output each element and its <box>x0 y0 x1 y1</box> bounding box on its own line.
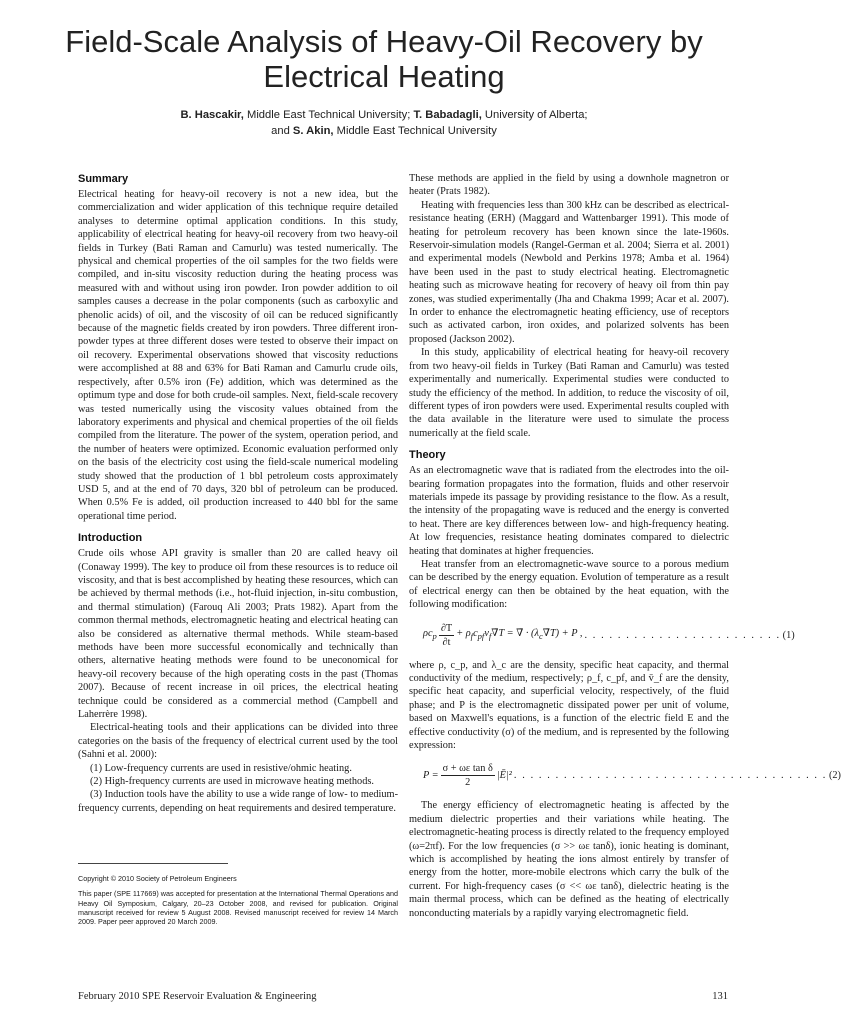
theory-paragraph: As an electromagnetic wave that is radiated from the electrodes into the oil-bearing formation propagates into the formation, fluids and other reservoir materials impede its passage by providing resistance to the flow. As a result, the intensity of the propagating wave is reduced and the energy is converted to heat. There are key differences between low- and high-frequency heating. At low frequencies, resistance heating dominates compared to dielectric heating that dominates at higher frequencies. <box>409 465 729 557</box>
author-affiliation: Middle East Technical University; <box>243 109 414 121</box>
author-name: B. Hascakir, <box>180 109 244 121</box>
footnotes <box>78 874 398 926</box>
left-column <box>78 172 398 926</box>
author-list <box>60 107 708 139</box>
publication-note: This paper (SPE 117669) was accepted for presentation at the International Thermal Operations and Heavy Oil Symposium, Calgary, 20–23 October 2008, and revised for publication. Original manuscript received for review 5 August 2008. Revised manuscript received for review 14 March 2009. Paper peer approved 20 March 2009. <box>78 889 398 927</box>
copyright-note: Copyright © 2010 Society of Petroleum Engineers <box>78 874 237 884</box>
author-conjunction: and <box>271 125 293 137</box>
body-paragraph: These methods are applied in the field by using a downhole magnetron or heater (Prats 1982). <box>409 173 729 198</box>
theory-paragraph: where ρ, c_p, and λ_c are the density, specific heat capacity, and thermal conductivity of the medium, respectively; ρ_f, c_pf, and v̄_f are the density, specific heat capacity, and superficial velocity, respectively, of the fluid phase; and P is the electromagnetic dissipated power per unit of volume, based on Maxwell's equations, is a function of the electric field E and the effective conductivity (σ) of the medium, and is represented by the following expression: <box>409 659 729 752</box>
right-column <box>409 172 841 920</box>
intro-list-item: (3) Induction tools have the ability to use a wide range of low- to medium-frequency currents, depending on heat requirements and desired temperature. <box>78 789 398 814</box>
author-affiliation: Middle East Technical University <box>333 125 497 137</box>
summary-heading: Summary <box>78 173 129 185</box>
journal-footer: February 2010 SPE Reservoir Evaluation & Engineering <box>78 991 317 1002</box>
summary-paragraph: Electrical heating for heavy-oil recovery is not a new idea, but the commercialization and wider application of this technique require detailed analyses to determine optimal application conditions. In this study, applicability of electrical heating for heavy-oil recovery from two heavy-oil fields in Turkey (Bati Raman and Camurlu) was tested numerically. The physical and chemical properties of the oil samples for the two fields were compiled, and in-situ viscosity reduction during the heating process was measured with and without using iron powder. Iron powder addition to oil samples causes a decrease in the polar components (such as carboxylic and phenolic acids) of oil, and the viscosity of oil can be reduced significantly because of the magnetic fields created by iron powders. Three different iron-powder types at three different doses were tested to observe their impact on oil recovery. Experimental observations showed that viscosity reductions were accomplished at 88 and 63% for Bati Raman and Camurlu crude oils, respectively, after 0.5% iron (Fe) addition, which was determined as the optimum type and dose for both crude-oil samples. Next, field-scale recovery was tested numerically using the viscosity values obtained from the laboratory experiments and physical and chemical properties of the oil fields compiled from the literature. The power of the system, operation period, and the number of heaters were optimized. Economic evaluation performed only on the basis of the electricity cost using the field-scale numerical modeling study showed that the production of 1 bbl petroleum costs approximately USD 5, and at the end of 70 days, 320 bbl of petroleum can be produced. When 0.5% Fe is added, oil production increased to 440 bbl for the same operational time period. <box>78 189 398 522</box>
equation-2: P = $\frac{\text{σ + ωε tan δ}}{2}$ |Ē|² . . . . . . . . . . . . . . . . . . . . . . . . . . . . . . . . . . . . . . (2) <box>423 763 841 789</box>
intro-list-item: (1) Low-frequency currents are used in resistive/ohmic heating. <box>90 762 352 774</box>
body-paragraph: In this study, applicability of electrical heating for heavy-oil recovery from two heavy-oil fields in Turkey (Bati Raman and Camurlu) was tested experimentally and numerically. Experimental studies were conducted to study the efficiency of the method. In addition, to reduce the viscosity of oil, different types of iron powders were used. Experimental results coupled with the data available in the literature were used to simulate the process numerically at the field scale. <box>409 347 729 439</box>
introduction-heading: Introduction <box>78 532 143 545</box>
author-name: T. Babadagli, <box>413 109 482 121</box>
paper-title: Field-Scale Analysis of Heavy-Oil Recovery by Electrical Heating <box>65 24 703 94</box>
author-line-1 <box>60 107 708 123</box>
author-affiliation: University of Alberta; <box>481 109 588 121</box>
body-paragraph: Heating with frequencies less than 300 kHz can be described as electrical-resistance heating (ERH) (Maggard and Wattenbarger 1991). This mode of heating for petroleum recovery has been known since the late-1960s. Reservoir-simulation models (Rangel-German et al. 2004; Sierra et al. 2001) and experimental models (Newbold and Perkins 1978; Amba et al. 1964) have been used in the past to study electrical heating. Electromagnetic heating such as microwave heating for recovery of heavy oil from thin pay zones, was studied experimentally (Jha and Chakma 1999; Acar et al. 2007). In order to enhance the electromagnetic heating efficiency, use of receptors such as activated carbon, iron oxides, and polarized solvents has been proposed (Jackson 2002). <box>409 199 729 345</box>
author-name: S. Akin, <box>292 125 334 137</box>
page-number: 131 <box>712 991 728 1002</box>
footnote-divider <box>78 863 228 864</box>
theory-paragraph: Heat transfer from an electromagnetic-wave source to a porous medium can be described by the energy equation. Evolution of temperature as a result of electrical energy can then be obtained by the heat equation, with the following modification: <box>409 558 729 611</box>
equation-number: (1) <box>782 629 795 641</box>
intro-paragraph: Electrical-heating tools and their applications can be divided into three categories on the basis of the frequency of electrical current used by the tool (Sahni et al. 2000): <box>78 722 398 761</box>
equation-number: (2) <box>828 770 841 782</box>
intro-paragraph: Crude oils whose API gravity is smaller than 20 are called heavy oil (Conaway 1999). The key to produce oil from these resources is to reduce oil viscosity, and that is best accomplished by heating these resources, which can be achieved by thermal methods (i.e., hot-fluid injection, in-situ combustion, and thermal stimulation) (Farouq Ali 2003; Prats 1982). Apart from the common thermal methods, electromagnetic heating and electrical heating can also be considered as alternative thermal methods. While steam-based methods have been more successful economically and technically than others, alternative heating methods were found to be uneconomical for heavy-oil recovery because of the high operating costs in the past (Thomas 2007). Because of recent increase in oil prices, the electrical heating technique could be considered as a commercial method (Campbell and Laherrère 1998). <box>78 548 398 721</box>
author-line-2 <box>60 123 708 139</box>
theory-paragraph: The energy efficiency of electromagnetic heating is affected by the medium dielectric properties and their variations while heating. The electromagnetic-heating process is directly related to the frequency employed (ω=2πf). For the low frequencies (σ >> ωε tanδ), ionic heating is dominant, which is accomplished by heating the ions almost entirely by transfer of energy from the hotter, more-mobile electrons which carry the bulk of the current. For high-frequency cases (σ << ωε tanδ), dielectric heating is the main thermal process, which can be defined as the heating of electrically nonconducting materials by a rapidly varying electromagnetic field. <box>409 800 729 919</box>
theory-heading: Theory <box>409 449 446 462</box>
equation-1: $\rho c_p$ $\frac{\partial T}{\partial t}$ + $\rho_fc_{pf}v_f\nablāT$ = ∇̄ · $(\lambda_c\nablāT) + P$ , . . . . . . . . . . . . . . . . . . . . . . . . (1) <box>423 622 795 648</box>
intro-list-item: (2) High-frequency currents are used in microwave heating methods. <box>90 776 374 788</box>
